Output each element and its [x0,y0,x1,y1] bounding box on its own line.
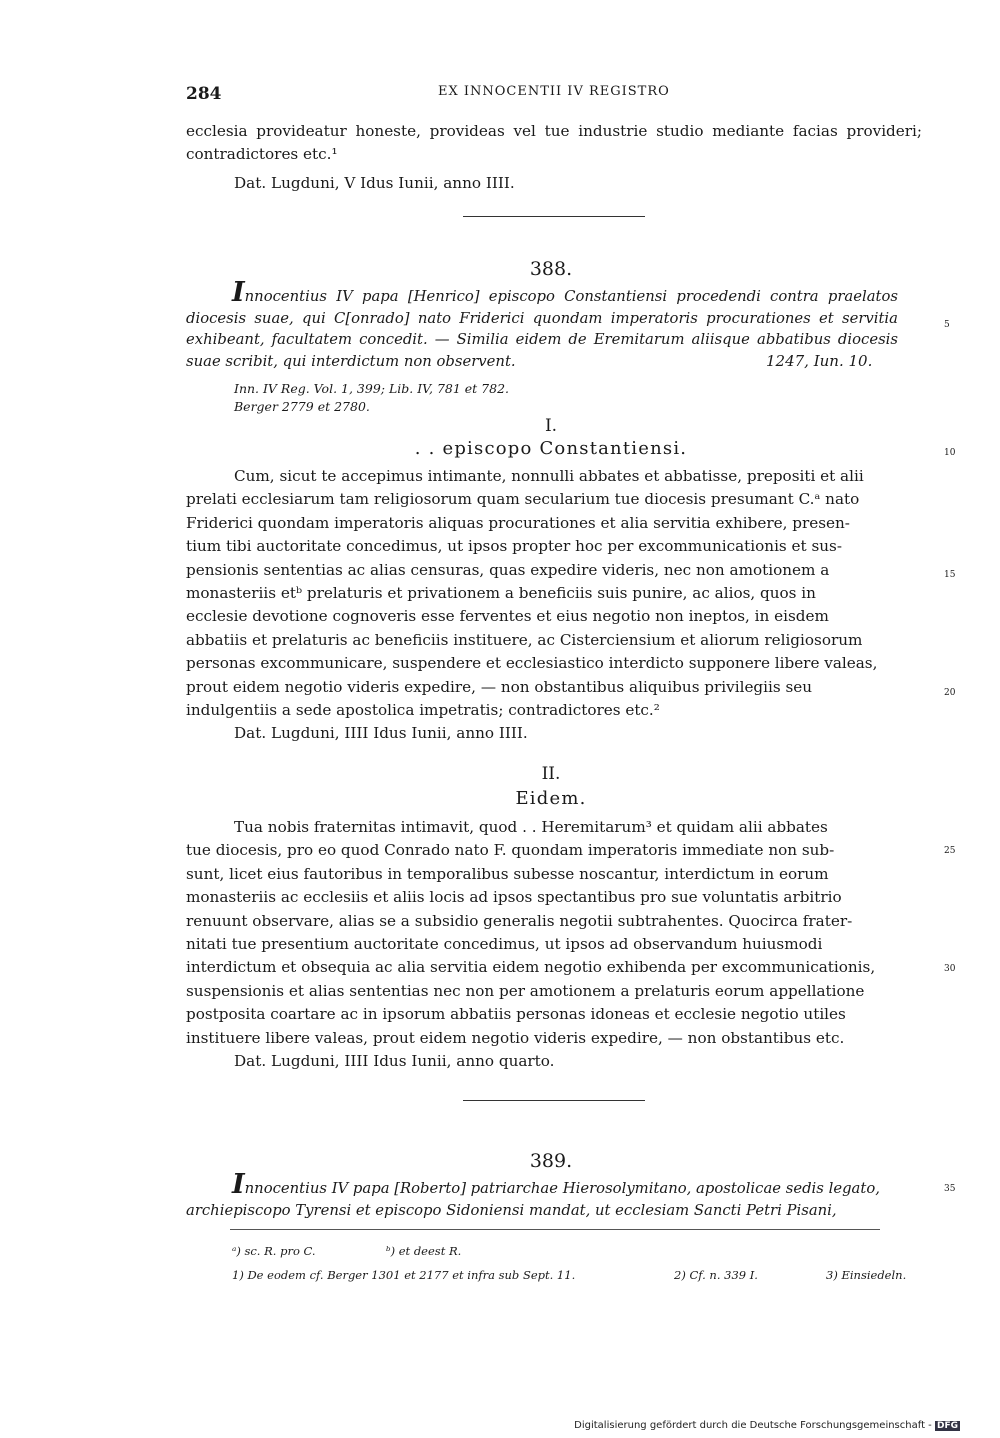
footnote: 3) Einsiedeln. [826,1268,907,1282]
continuation-paragraph: ecclesia provideatur honeste, provideas vel tue industrie studio mediante facias provideri; contradictores etc.¹ [186,122,922,164]
summary-text: nnocentius IV papa [Henrico] episcopo Constantiensi procedendi contra praelatos diocesis suae, qui C[onrado] nato Friderici quondam imperatoris procurationes et servitia exhibeant, facultatem concedit. — Similia eidem de Eremitarum aliisque abbatibus diocesis suae scribit, qui interdictum non observent. [186,288,898,370]
footnote-separator [230,1229,880,1230]
part-numeral: II. [541,764,561,784]
date-line: Dat. Lugduni, IIII Idus Iunii, anno quarto. [234,1052,555,1070]
text-line: Friderici quondam imperatoris aliquas procurationes et alia servitia exhibere, presen- [186,513,850,532]
text-line: postposita coartare ac in ipsorum abbatiis personas idoneas et ecclesie negotio utiles [186,1005,846,1024]
text-line: personas excommunicare, suspendere et ecclesiastico interdicto supponere libere valeas, [186,654,878,673]
letter-addressee: Eidem. [515,788,587,809]
text-line: nitati tue presentium auctoritate concedimus, ut ipsos ad observandum huiusmodi [186,935,823,954]
line-number: 30 [944,964,956,974]
text-line: interdictum et obsequia ac alia servitia eidem negotio exhibenda per excommunicationis, [186,958,876,977]
text-line: instituere libere valeas, prout eidem negotio videris expedire, — non obstantibus etc. [186,1028,845,1047]
line-number: 35 [944,1184,956,1194]
credit-text: Digitalisierung gefördert durch die Deutsche Forschungsgemeinschaft - [574,1420,932,1431]
document-number: 389. [529,1150,573,1172]
source-reference: Inn. IV Reg. Vol. 1, 399; Lib. IV, 781 et 782. [234,381,510,396]
running-head: EX INNOCENTII IV REGISTRO [438,84,670,99]
source-reference: Berger 2779 et 2780. [234,399,370,414]
regest-summary: archiepiscopo Tyrensi et episcopo Sidoniensi mandat, ut ecclesiam Sancti Petri Pisani, [186,1202,837,1219]
text-line: tium tibi auctoritate concedimus, ut ipsos propter hoc per excommunicationis et sus- [186,537,842,556]
text-line: suspensionis et alias sententias nec non per amotionem a prelaturis eorum appellatione [186,981,865,1000]
footnote: ᵃ) sc. R. pro C. [232,1244,316,1258]
text-line: monasteriis etᵇ prelaturis et privationem a beneficiis suis punire, ac alios, quos in [186,584,816,603]
text-line: prout eidem negotio videris expedire, — non obstantibus aliquibus privilegiis seu [186,677,813,696]
dfg-logo-icon: DFG [936,1421,958,1431]
text-line: prelati ecclesiarum tam religiosorum quam secularium tue diocesis presumant C.ᵃ nato [186,490,860,509]
text-line: ecclesie devotione cognoveris esse ferventes et eius negotio non ineptos, in eisdem [186,607,829,626]
section-divider [463,1100,645,1101]
text-line: tue diocesis, pro eo quod Conrado nato F. quondam imperatoris immediate non sub- [186,841,835,860]
initial-letter: I [232,277,245,308]
letter-body [186,816,922,1050]
text-line: abbatiis et prelaturis ac beneficiis instituere, ac Cisterciensium et aliorum religiosorum [186,630,863,649]
text-line: sunt, licet eius fautoribus in temporalibus subesse noscantur, interdictum in eorum [186,864,829,883]
footnote: ᵇ) et deest R. [386,1244,462,1258]
footnote: 1) De eodem cf. Berger 1301 et 2177 et infra sub Sept. 11. [232,1268,576,1282]
regest-date: 1247, Iun. 10. [766,352,873,370]
text-line: pensionis sententias ac alias censuras, quas expedire videris, nec non amotionem a [186,560,830,579]
text-line: monasteriis ac ecclesiis et aliis locis ad ipsos spectantibus pro sue voluntatis arbitrio [186,888,842,907]
line-number: 25 [944,846,956,856]
text-line: Cum, sicut te accepimus intimante, nonnulli abbates et abbatisse, prepositi et alii [234,467,864,485]
page-number: 284 [186,84,222,104]
document-number: 388. [529,258,573,280]
letter-addressee: . . episcopo Constantiensi. [414,438,688,459]
digitization-credit [574,1420,960,1431]
text-line: renuunt observare, alias se a subsidio generalis negotii subtrahentes. Quocirca frater- [186,911,853,930]
letter-body [186,465,922,722]
date-line: Dat. Lugduni, V Idus Iunii, anno IIII. [234,174,515,192]
regest-summary [186,1169,898,1200]
line-number: 5 [944,320,950,330]
summary-text: nnocentius IV papa [Roberto] patriarchae Hierosolymitano, apostolicae sedis legato, [244,1180,880,1197]
line-number: 15 [944,570,956,580]
date-line: Dat. Lugduni, IIII Idus Iunii, anno IIII. [234,724,528,742]
text-line: indulgentiis a sede apostolica impetratis; contradictores etc.² [186,701,660,720]
line-number: 10 [944,448,956,458]
initial-letter: I [232,1169,245,1200]
part-numeral: I. [544,416,558,436]
section-divider [463,216,645,217]
line-number: 20 [944,688,956,698]
text-line: Tua nobis fraternitas intimavit, quod . . Heremitarum³ et quidam alii abbates [234,818,828,836]
footnote: 2) Cf. n. 339 I. [674,1268,758,1282]
